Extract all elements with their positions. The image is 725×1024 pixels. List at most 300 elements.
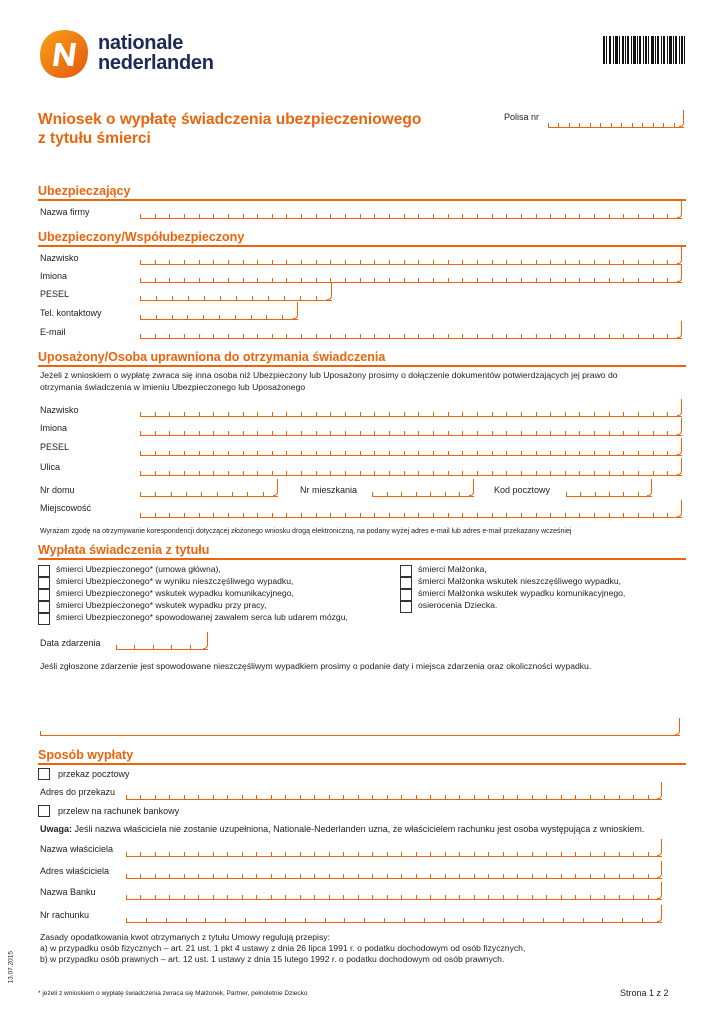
field-tick: [330, 214, 331, 218]
field-tick: [418, 214, 419, 218]
field-tick: [459, 852, 460, 856]
beneficiary-note-line1: Jeżeli z wnioskiem o wypłatę zwraca się inna osoba niż Ubezpieczony lub Uposażony prosimy o dołączenie dokumentów potwierdzających jej prawo do: [40, 370, 618, 380]
field-tick: [219, 315, 220, 319]
field-tick: [477, 260, 478, 264]
beneficiary-pesel-field[interactable]: [140, 444, 682, 456]
field-tick: [550, 260, 551, 264]
field-tick: [604, 874, 605, 878]
field-tick: [389, 260, 390, 264]
field-tick: [272, 260, 273, 264]
field-tick: [565, 214, 566, 218]
field-tick: [667, 334, 668, 338]
field-start-tick: [40, 731, 41, 735]
field-tick: [389, 334, 390, 338]
field-tick: [172, 296, 173, 300]
field-tick: [594, 431, 595, 435]
payout-spouse-option-checkbox[interactable]: [400, 601, 412, 613]
field-tick: [257, 412, 258, 416]
field-tick: [477, 214, 478, 218]
field-tick: [521, 334, 522, 338]
field-tick: [579, 260, 580, 264]
field-tick: [199, 471, 200, 475]
field-tick: [623, 260, 624, 264]
field-tick: [301, 431, 302, 435]
event-date-field[interactable]: [116, 638, 208, 650]
field-tick: [242, 874, 243, 878]
field-tick: [169, 278, 170, 282]
field-tick: [638, 334, 639, 338]
field-tick: [474, 874, 475, 878]
field-tick: [301, 412, 302, 416]
field-tick: [445, 852, 446, 856]
insured-phone-field[interactable]: [140, 308, 298, 320]
field-tick: [169, 795, 170, 799]
field-tick: [228, 471, 229, 475]
field-tick: [199, 334, 200, 338]
logo-line2: nederlanden: [98, 52, 214, 74]
field-tick: [433, 471, 434, 475]
field-tick: [169, 513, 170, 517]
field-tick: [575, 895, 576, 899]
field-tick: [488, 795, 489, 799]
field-tick: [474, 795, 475, 799]
field-tick: [374, 260, 375, 264]
field-tick: [155, 492, 156, 496]
field-tick: [462, 260, 463, 264]
field-tick: [667, 451, 668, 455]
field-tick: [184, 471, 185, 475]
field-tick: [674, 123, 675, 127]
field-tick: [418, 278, 419, 282]
field-start-tick: [140, 451, 141, 455]
field-tick: [372, 874, 373, 878]
field-tick: [653, 334, 654, 338]
field-tick: [374, 471, 375, 475]
field-tick: [372, 895, 373, 899]
beneficiary-street-label: Ulica: [40, 462, 61, 472]
field-tick: [404, 412, 405, 416]
field-tick: [140, 795, 141, 799]
field-tick: [546, 895, 547, 899]
insured-email-label: E-mail: [40, 327, 66, 337]
field-tick: [257, 451, 258, 455]
field-tick: [213, 260, 214, 264]
field-tick: [590, 895, 591, 899]
field-tick: [243, 412, 244, 416]
field-tick: [667, 471, 668, 475]
field-tick: [579, 513, 580, 517]
payout-spouse-option-checkbox[interactable]: [400, 577, 412, 589]
date-code-wrap: [6, 950, 20, 999]
beneficiary-house-field[interactable]: [140, 485, 278, 497]
field-tick: [416, 795, 417, 799]
field-tick: [543, 918, 544, 922]
field-tick: [374, 431, 375, 435]
bank-name-field[interactable]: [126, 888, 662, 900]
field-tick: [638, 260, 639, 264]
bank-transfer-label: przelew na rachunek bankowy: [58, 806, 180, 816]
field-tick: [301, 451, 302, 455]
field-tick: [550, 278, 551, 282]
field-tick: [242, 852, 243, 856]
policy-label: Polisa nr: [504, 112, 540, 122]
field-tick: [532, 874, 533, 878]
field-tick: [329, 895, 330, 899]
field-tick: [474, 895, 475, 899]
field-tick: [590, 123, 591, 127]
field-tick: [663, 123, 664, 127]
bank-transfer-checkbox[interactable]: [38, 805, 50, 817]
field-tick: [523, 918, 524, 922]
field-tick: [286, 260, 287, 264]
field-tick: [184, 214, 185, 218]
field-start-tick: [126, 852, 127, 856]
beneficiary-flat-label: Nr mieszkania: [300, 485, 358, 495]
barcode: [603, 36, 685, 64]
field-tick: [213, 278, 214, 282]
field-tick: [445, 795, 446, 799]
field-tick: [345, 334, 346, 338]
insured-email-field[interactable]: [140, 327, 682, 339]
field-tick: [286, 412, 287, 416]
field-start-tick: [126, 918, 127, 922]
field-tick: [272, 471, 273, 475]
field-tick: [653, 214, 654, 218]
field-tick: [565, 412, 566, 416]
page-title-line1: Wniosek o wypłatę świadczenia ubezpieczeniowego: [38, 111, 422, 128]
field-tick: [325, 918, 326, 922]
field-tick: [462, 431, 463, 435]
field-tick: [418, 431, 419, 435]
payout-option-checkbox[interactable]: [38, 613, 50, 625]
field-tick: [227, 895, 228, 899]
postal-address-label: Adres do przekazu: [40, 787, 116, 797]
field-tick: [633, 895, 634, 899]
field-tick: [286, 451, 287, 455]
field-tick: [301, 334, 302, 338]
field-tick: [594, 214, 595, 218]
field-tick: [213, 874, 214, 878]
payout-option-checkbox[interactable]: [38, 601, 50, 613]
field-tick: [186, 918, 187, 922]
field-tick: [517, 874, 518, 878]
field-tick: [433, 451, 434, 455]
field-tick: [316, 431, 317, 435]
account-number-field[interactable]: [126, 911, 662, 923]
field-tick: [235, 315, 236, 319]
field-tick: [609, 260, 610, 264]
field-tick: [184, 895, 185, 899]
field-tick: [329, 795, 330, 799]
field-start-tick: [372, 492, 373, 496]
field-tick: [638, 471, 639, 475]
field-tick: [316, 471, 317, 475]
logo-line1: nationale: [98, 32, 184, 54]
field-tick: [256, 874, 257, 878]
field-tick: [521, 471, 522, 475]
accident-description-field[interactable]: [40, 724, 680, 736]
field-tick: [242, 795, 243, 799]
field-tick: [579, 471, 580, 475]
field-tick: [503, 895, 504, 899]
field-tick: [187, 315, 188, 319]
field-tick: [184, 852, 185, 856]
field-tick: [433, 214, 434, 218]
field-tick: [256, 795, 257, 799]
field-tick: [286, 471, 287, 475]
payout-spouse-option-label: śmierci Małżonka,: [418, 564, 487, 574]
field-tick: [199, 214, 200, 218]
field-tick: [561, 874, 562, 878]
event-date-label: Data zdarzenia: [40, 638, 101, 648]
field-tick: [404, 334, 405, 338]
field-tick: [579, 431, 580, 435]
field-tick: [257, 260, 258, 264]
field-tick: [343, 874, 344, 878]
payout-option-checkbox[interactable]: [38, 589, 50, 601]
section-payout-heading: Wypłata świadczenia z tytułu: [38, 543, 210, 557]
field-start-tick: [140, 492, 141, 496]
field-tick: [300, 874, 301, 878]
field-tick: [242, 895, 243, 899]
field-tick: [416, 874, 417, 878]
field-start-tick: [140, 431, 141, 435]
postal-address-field[interactable]: [126, 788, 662, 800]
field-tick: [330, 260, 331, 264]
field-tick: [558, 123, 559, 127]
field-tick: [155, 795, 156, 799]
field-tick: [579, 278, 580, 282]
field-tick: [272, 431, 273, 435]
insured-surname-field[interactable]: [140, 253, 682, 265]
company-name-field[interactable]: [140, 207, 682, 219]
payout-option-label: śmierci Ubezpieczonego* wskutek wypadku komunikacyjnego,: [56, 588, 294, 598]
field-tick: [198, 874, 199, 878]
owner-address-field[interactable]: [126, 867, 662, 879]
field-tick: [594, 278, 595, 282]
field-tick: [623, 431, 624, 435]
field-tick: [169, 260, 170, 264]
field-tick: [172, 315, 173, 319]
field-tick: [521, 278, 522, 282]
field-tick: [638, 451, 639, 455]
field-tick: [286, 278, 287, 282]
beneficiary-pesel-label: PESEL: [40, 442, 70, 452]
field-tick: [387, 895, 388, 899]
field-tick: [301, 278, 302, 282]
section-divider: [38, 558, 686, 560]
field-tick: [372, 852, 373, 856]
payout-option-checkbox[interactable]: [38, 565, 50, 577]
field-tick: [521, 451, 522, 455]
field-tick: [623, 334, 624, 338]
field-tick: [314, 795, 315, 799]
field-tick: [401, 852, 402, 856]
field-tick: [492, 431, 493, 435]
field-tick: [186, 492, 187, 496]
field-tick: [199, 278, 200, 282]
field-tick: [583, 918, 584, 922]
field-tick: [623, 471, 624, 475]
field-tick: [492, 471, 493, 475]
field-tick: [184, 431, 185, 435]
payout-spouse-option-checkbox[interactable]: [400, 565, 412, 577]
field-start-tick: [140, 260, 141, 264]
beneficiary-flat-field[interactable]: [372, 485, 474, 497]
field-tick: [345, 513, 346, 517]
field-tick: [418, 260, 419, 264]
field-tick: [561, 852, 562, 856]
field-tick: [619, 895, 620, 899]
payout-spouse-option-label: śmierci Małżonka wskutek wypadku komunikacyjnego,: [418, 588, 626, 598]
field-tick: [623, 513, 624, 517]
field-tick: [609, 492, 610, 496]
field-tick: [169, 412, 170, 416]
field-tick: [316, 451, 317, 455]
field-tick: [155, 852, 156, 856]
field-tick: [433, 260, 434, 264]
field-tick: [459, 895, 460, 899]
beneficiary-street-field[interactable]: [140, 464, 682, 476]
field-tick: [600, 123, 601, 127]
field-tick: [374, 451, 375, 455]
field-tick: [633, 852, 634, 856]
field-tick: [199, 431, 200, 435]
field-tick: [430, 795, 431, 799]
field-tick: [184, 260, 185, 264]
field-tick: [609, 451, 610, 455]
field-tick: [201, 492, 202, 496]
field-tick: [550, 451, 551, 455]
field-tick: [653, 412, 654, 416]
field-tick: [462, 278, 463, 282]
field-tick: [565, 431, 566, 435]
barcode-icon: [603, 36, 685, 64]
field-tick: [521, 214, 522, 218]
field-tick: [284, 296, 285, 300]
field-start-tick: [140, 412, 141, 416]
field-tick: [648, 874, 649, 878]
tax-line1: Zasady opodatkowania kwot otrzymanych z tytułu Umowy regulują przepisy:: [40, 932, 330, 942]
field-tick: [272, 334, 273, 338]
field-tick: [345, 260, 346, 264]
field-tick: [633, 795, 634, 799]
field-tick: [243, 278, 244, 282]
field-tick: [316, 278, 317, 282]
field-tick: [140, 852, 141, 856]
field-tick: [243, 513, 244, 517]
field-tick: [169, 852, 170, 856]
field-tick: [448, 278, 449, 282]
beneficiary-postal-field[interactable]: [566, 485, 652, 497]
beneficiary-names-field[interactable]: [140, 424, 682, 436]
field-tick: [184, 278, 185, 282]
field-tick: [360, 451, 361, 455]
page-number: Strona 1 z 2: [620, 988, 669, 998]
email-consent-text: Wyrażam zgodę na otrzymywanie korespondencji dotyczącej złożonego wniosku drogą elektroniczną, na podany wyżej adres e-mail lub adres e-mail przekazany wcześniej: [40, 528, 572, 535]
accident-note: Jeśli zgłoszone zdarzenie jest spowodowane nieszczęśliwym wypadkiem prosimy o podanie daty i miejsca zdarzenia oraz okoliczności wypadku.: [40, 661, 592, 671]
insured-names-field[interactable]: [140, 271, 682, 283]
field-tick: [404, 214, 405, 218]
owner-name-field[interactable]: [126, 845, 662, 857]
field-start-tick: [140, 278, 141, 282]
field-tick: [374, 412, 375, 416]
field-tick: [263, 492, 264, 496]
field-tick: [604, 895, 605, 899]
field-tick: [536, 471, 537, 475]
field-tick: [271, 795, 272, 799]
postal-order-checkbox[interactable]: [38, 768, 50, 780]
field-start-tick: [140, 214, 141, 218]
field-tick: [358, 795, 359, 799]
payout-option-checkbox[interactable]: [38, 577, 50, 589]
insured-names-label: Imiona: [40, 271, 68, 281]
field-tick: [329, 874, 330, 878]
field-tick: [286, 431, 287, 435]
field-tick: [550, 214, 551, 218]
insured-pesel-field[interactable]: [140, 289, 332, 301]
field-tick: [169, 431, 170, 435]
field-tick: [374, 278, 375, 282]
field-tick: [433, 278, 434, 282]
field-tick: [146, 918, 147, 922]
field-tick: [401, 795, 402, 799]
field-tick: [232, 492, 233, 496]
owner-name-label: Nazwa właściciela: [40, 844, 114, 854]
field-tick: [301, 260, 302, 264]
field-tick: [184, 795, 185, 799]
field-tick: [245, 918, 246, 922]
field-tick: [418, 513, 419, 517]
field-tick: [445, 895, 446, 899]
field-tick: [374, 513, 375, 517]
field-tick: [611, 123, 612, 127]
beneficiary-city-field[interactable]: [140, 506, 682, 518]
field-tick: [184, 334, 185, 338]
field-tick: [184, 412, 185, 416]
field-tick: [227, 795, 228, 799]
field-tick: [285, 918, 286, 922]
payout-spouse-option-checkbox[interactable]: [400, 589, 412, 601]
field-tick: [638, 278, 639, 282]
beneficiary-surname-label: Nazwisko: [40, 405, 79, 415]
payout-option-label: śmierci Ubezpieczonego* spowodowanej zawałem serca lub udarem mózgu,: [56, 612, 348, 622]
field-tick: [155, 412, 156, 416]
field-tick: [256, 852, 257, 856]
field-tick: [653, 278, 654, 282]
field-tick: [228, 412, 229, 416]
field-tick: [462, 451, 463, 455]
section-insured-heading: Ubezpieczony/Współubezpieczony: [38, 230, 245, 244]
section-divider: [38, 245, 686, 247]
field-tick: [300, 852, 301, 856]
field-tick: [623, 278, 624, 282]
field-tick: [389, 431, 390, 435]
field-tick: [506, 431, 507, 435]
beneficiary-names-label: Imiona: [40, 423, 68, 433]
field-tick: [305, 918, 306, 922]
nn-logo-icon: [38, 28, 90, 80]
field-tick: [579, 123, 580, 127]
field-tick: [642, 123, 643, 127]
field-tick: [430, 874, 431, 878]
policy-number-field[interactable]: [548, 116, 684, 128]
beneficiary-surname-field[interactable]: [140, 405, 682, 417]
field-tick: [488, 874, 489, 878]
field-tick: [171, 645, 172, 649]
field-tick: [506, 471, 507, 475]
field-tick: [155, 431, 156, 435]
